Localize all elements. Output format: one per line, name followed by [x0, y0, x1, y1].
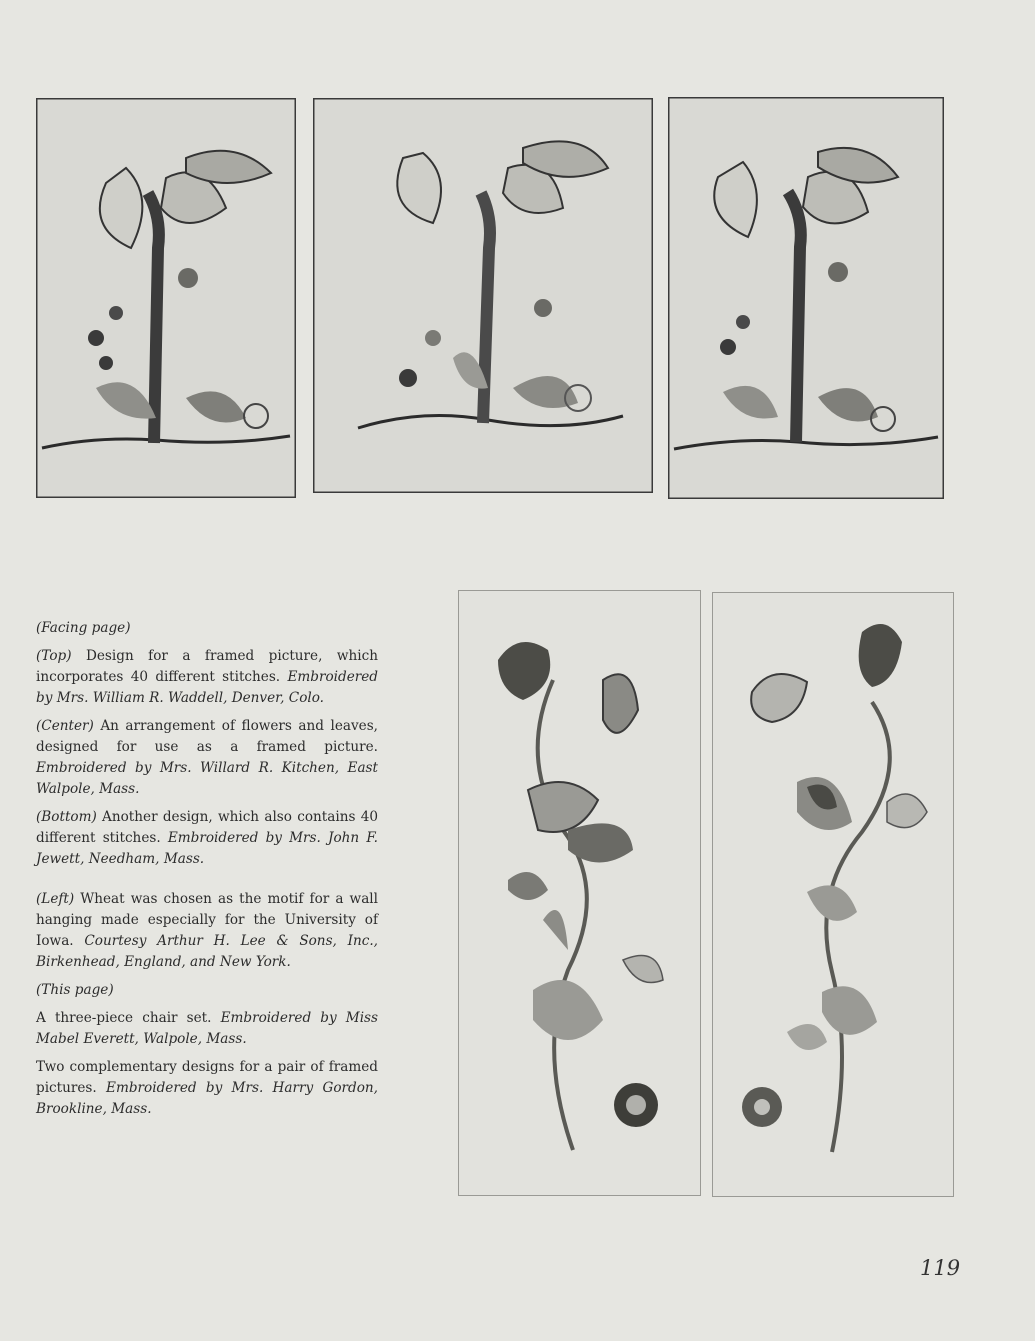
caption-top: (Top) Design for a framed picture, which incorporates 40 different stitches. Embroidered by Mrs. William R. Waddell, Denver, Colo.: [36, 648, 378, 706]
framed-picture-left-image: [458, 590, 701, 1196]
chair-panel-left-image: [36, 98, 296, 498]
caption-bottom: (Bottom) Another design, which also contains 40 different stitches. Embroidered by Mrs. John F. Jewett, Needham, Mass.: [36, 809, 378, 867]
caption-left: (Left) Wheat was chosen as the motif for a wall hanging made especially for the University of Iowa. Courtesy Arthur H. Lee & Sons, Inc., Birkenhead, England, and New York.: [36, 891, 378, 970]
caption-column: [36, 618, 378, 1127]
caption-this-page-heading: (This page): [36, 982, 114, 998]
caption-chair-set: A three-piece chair set. Embroidered by Miss Mabel Everett, Walpole, Mass.: [36, 1010, 378, 1047]
chair-panel-right-image: [668, 97, 944, 499]
caption-center: (Center) An arrangement of flowers and leaves, designed for use as a framed picture. Embroidered by Mrs. Willard R. Kitchen, East Walpole, Mass.: [36, 718, 378, 797]
chair-panel-center-image: [313, 98, 653, 493]
caption-facing-page-heading: (Facing page): [36, 620, 131, 636]
framed-picture-right-image: [712, 592, 954, 1197]
page-number: 119: [920, 1256, 961, 1280]
caption-framed-pictures: Two complementary designs for a pair of framed pictures. Embroidered by Mrs. Harry Gordon, Brookline, Mass.: [36, 1059, 378, 1117]
